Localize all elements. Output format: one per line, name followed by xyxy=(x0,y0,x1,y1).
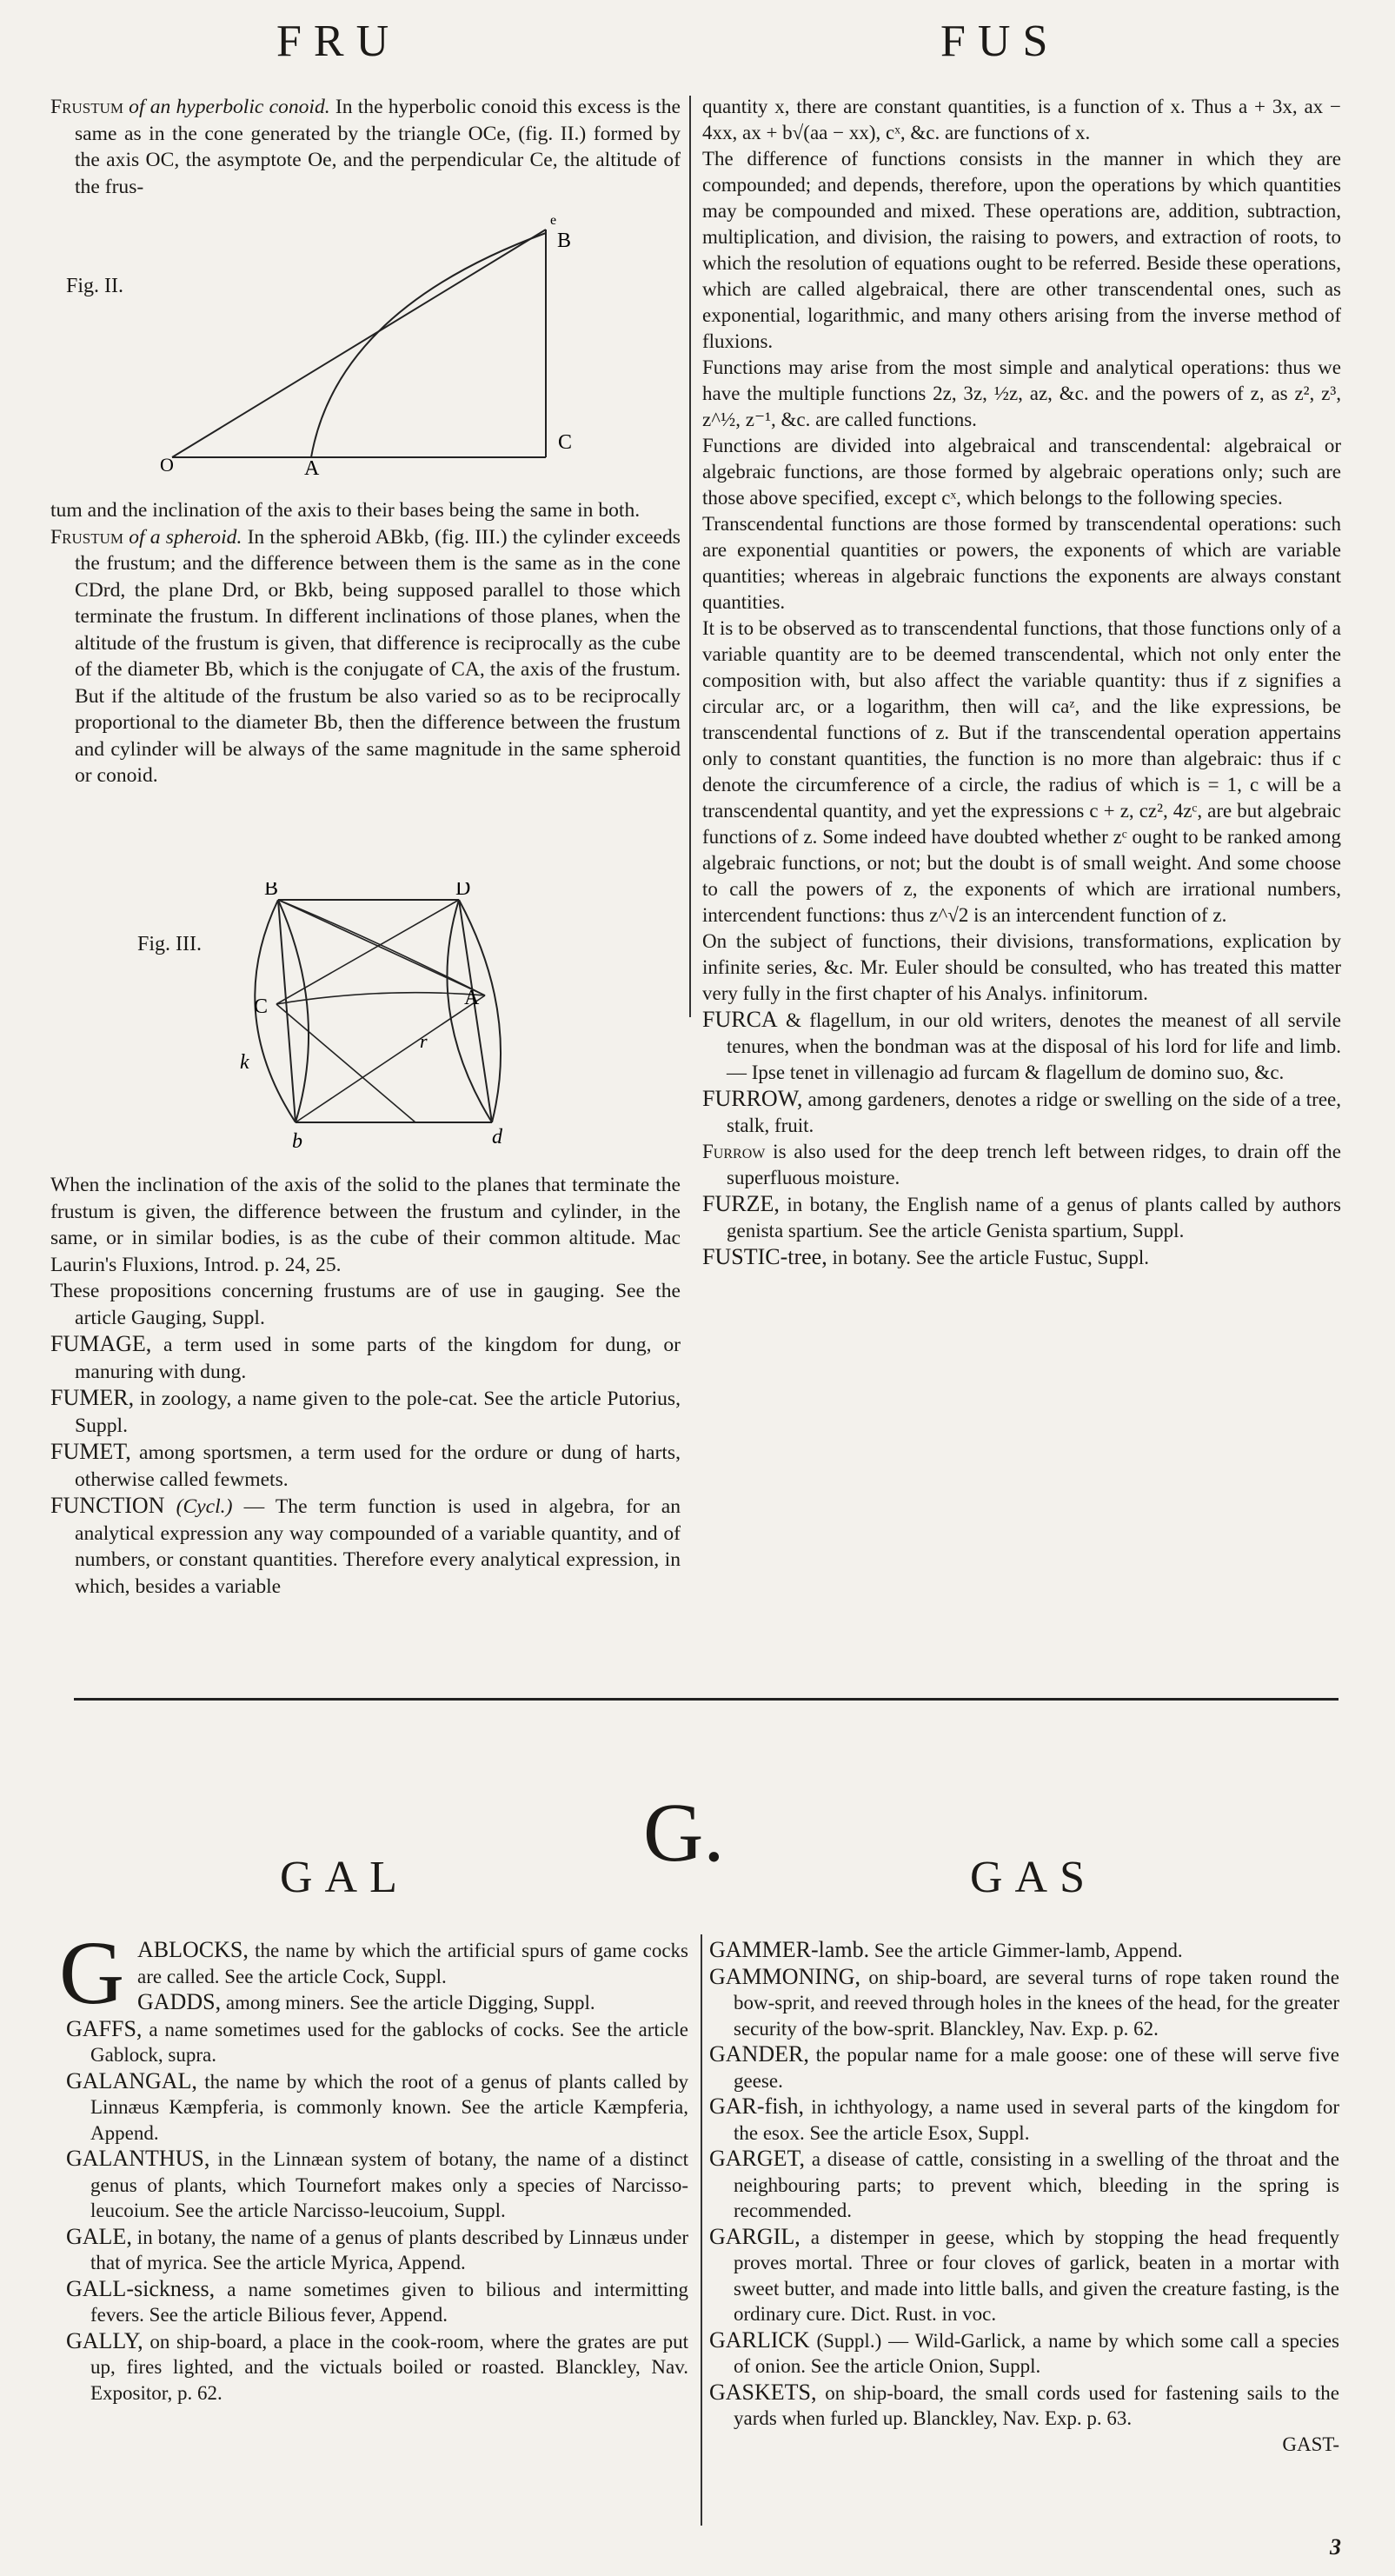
figure-3-caption: Fig. III. xyxy=(137,933,202,955)
entry-frustum-inclination: When the inclination of the axis of the solid to the planes that terminate the frustum is given, the difference between the frustum and cylinder, in the same, or in similar bodies, is as the cube of their common altitude. Mac Laurin's Fluxions, Introd. p. 24, 25. xyxy=(50,1174,681,1276)
entry-gaffs: GAFFS, a name sometimes used for the gablocks of cocks. See the article Gablock, supra. xyxy=(66,2015,688,2066)
entry-gar-fish: GAR-fish, in ichthyology, a name used in several parts of the kingdom for the esox. See the article Esox, Suppl. xyxy=(709,2093,1339,2144)
fig3-label-d: d xyxy=(492,1126,502,1148)
entry-function: FUNCTION (Cycl.) — The term function is used in algebra, for an analytical expression any way compounded of a variable quantity, and of numbers, or constant quantities. Therefore every analytical expression, in which, besides a variable xyxy=(50,1493,681,1598)
fig2-label-o: O xyxy=(160,454,174,475)
entry-gablocks: ABLOCKS, the name by which the artificial spurs of game cocks are called. See the article Cock, Suppl. xyxy=(137,1937,688,1987)
section-divider xyxy=(74,1698,1339,1701)
fig3-label-C: C xyxy=(254,995,269,1018)
page-header-right: FUS xyxy=(940,17,1060,66)
catchword: GAST- xyxy=(1282,2433,1339,2455)
top-right-column xyxy=(702,94,1341,1271)
entry-gally: GALLY, on ship-board, a place in the cook-room, where the grates are put up, fires lighted, and the victuals boiled or roasted. Blanckley, Nav. Expositor, p. 62. xyxy=(66,2327,688,2404)
figure-3 xyxy=(50,882,676,1165)
top-left-column xyxy=(50,94,681,200)
fig3-label-k: k xyxy=(240,1051,249,1074)
page-header-gal: GAL xyxy=(280,1853,409,1902)
column-rule-top xyxy=(689,96,691,1017)
entry-function-divided: Functions are divided into algebraical and transcendental: algebraical or algebraic functions, are those formed by algebraic operations only; such are those above specified, except cˣ, which belongs to the following species. xyxy=(702,435,1341,509)
fig2-label-a: A xyxy=(304,457,320,475)
entry-furze: FURZE, in botany, the English name of a genus of plants called by authors genista spartium. See the article Genista spartium, Suppl. xyxy=(702,1191,1341,1241)
entry-function-transcendental: Transcendental functions are those formed by transcendental operations: such are exponential quantities or powers, the exponents of which are variable quantities; whereas in algebraic functions the exponents are always constant quantities. xyxy=(702,513,1341,613)
column-rule-bottom xyxy=(701,1934,702,2526)
entry-garlick: GARLICK (Suppl.) — Wild-Garlick, a name by which some call a species of onion. See the article Onion, Suppl. xyxy=(709,2326,1339,2377)
drop-cap: G xyxy=(59,1923,125,2023)
entry-function-arise: Functions may arise from the most simple and analytical operations: thus we have the multiple functions 2z, 3z, ½z, az, &c. and the powers of z, as z², z³, z^½, z⁻¹, &c. are called functions. xyxy=(702,356,1341,430)
fig3-label-A: A xyxy=(464,987,480,1009)
page-header-left: FRU xyxy=(276,17,402,66)
entry-gargil: GARGIL, a distemper in geese, which by stopping the head frequently proves mortal. Three or four cloves of garlick, beaten in a mortar with sweet butter, and made into little balls, and given the creature fasting, is the ordinary cure. Dict. Rust. in voc. xyxy=(709,2223,1339,2325)
entry-furrow: FURROW, among gardeners, denotes a ridge or swelling on the side of a tree, stalk, fruit. xyxy=(702,1086,1341,1136)
entry-gadds: GADDS, among miners. See the article Digging, Suppl. xyxy=(137,1989,595,2014)
entry-gaskets: GASKETS, on ship-board, the small cords used for fastening sails to the yards when furled up. Blanckley, Nav. Exp. p. 63. xyxy=(709,2379,1339,2429)
section-letter: G. xyxy=(643,1786,725,1879)
entry-frustum-cont: tum and the inclination of the axis to their bases being the same in both. xyxy=(50,499,641,522)
entry-function-cont: quantity x, there are constant quantities, is a function of x. Thus a + 3x, ax − 4xx, ax + b√(aa − xx), cˣ, &c. are functions of x. xyxy=(702,96,1341,143)
entry-furca: FURCA & flagellum, in our old writers, denotes the meanest of all servile tenures, when the bondman was at the disposal of his lord for life and limb. — Ipse tenet in villenagio ad furcam & flagellum de domino suo, &c. xyxy=(702,1007,1341,1083)
entry-furrow-2: Furrow is also used for the deep trench left between ridges, to drain off the superfluous moisture. xyxy=(702,1141,1341,1188)
figure-2-caption: Fig. II. xyxy=(66,275,123,297)
fig2-label-c: C xyxy=(558,431,573,454)
entry-galangal: GALANGAL, the name by which the root of a genus of plants called by Linnæus Kæmpferia, is commonly known. See the article Kæmpferia, Append. xyxy=(66,2067,688,2144)
entry-gammoning: GAMMONING, on ship-board, are several turns of rope taken round the bow-sprit, and reeved through holes in the knees of the head, for the greater security of the bow-sprit. Blanckley, Nav. Exp. p. 62. xyxy=(709,1963,1339,2040)
figure-2 xyxy=(50,214,676,475)
fig2-label-b: B xyxy=(557,230,572,252)
figure-2-diagram xyxy=(50,214,676,475)
fig3-label-b: b xyxy=(292,1130,302,1153)
entry-fustic: FUSTIC-tree, in botany. See the article Fustuc, Suppl. xyxy=(702,1244,1149,1269)
entry-gammer-lamb: GAMMER-lamb. See the article Gimmer-lamb, Append. xyxy=(709,1937,1183,1962)
entry-frustum-gauging: These propositions concerning frustums are of use in gauging. See the article Gauging, Suppl. xyxy=(50,1280,681,1329)
figure-3-diagram xyxy=(50,882,676,1165)
fig3-label-B: B xyxy=(264,882,279,900)
entry-gall-sickness: GALL-sickness, a name sometimes given to bilious and intermitting fevers. See the article Bilious fever, Append. xyxy=(66,2275,688,2326)
entry-fumer: FUMER, in zoology, a name given to the pole-cat. See the article Putorius, Suppl. xyxy=(50,1385,681,1437)
top-left-column-2 xyxy=(50,497,681,789)
page-header-gas: GAS xyxy=(970,1853,1098,1902)
fig3-label-D: D xyxy=(455,882,471,900)
entry-garget: GARGET, a disease of cattle, consisting in a swelling of the throat and the neighbouring parts; to prevent which, bleeding in the spring is recommended. xyxy=(709,2146,1339,2221)
bottom-left-column xyxy=(66,1937,688,2406)
entry-function-difference: The difference of functions consists in the manner in which they are compounded; and depends, therefore, upon the operations by which quantities may be compounded and mixed. These operations are, addition, subtraction, multiplication, and division, the raising to powers, and extraction of roots, to which the resolution of equations ought to be referred. Beside these operations, which are called algebraical, there are other transcendental ones, such as exponential, logarithmic, and many others arising from the inverse method of fluxions. xyxy=(702,148,1341,352)
fig3-label-r: r xyxy=(420,1030,428,1052)
entry-fumage: FUMAGE, a term used in some parts of the kingdom for dung, or manuring with dung. xyxy=(50,1331,681,1383)
entry-function-euler: On the subject of functions, their divisions, transformations, explication by infinite series, &c. Mr. Euler should be consulted, who has treated this matter very fully in the first chapter of his Analys. infinitorum. xyxy=(702,930,1341,1004)
entry-gale: GALE, in botany, the name of a genus of plants described by Linnæus under that of myrica. See the article Myrica, Append. xyxy=(66,2223,688,2273)
entry-frustum-spheroid: Frustum of a spheroid. In the spheroid ABkb, (fig. III.) the cylinder exceeds the frustum; and the difference between them is the same as in the cone CDrd, the plane Drd, or Bkb, being supposed parallel to those which terminate the frustum. In different inclinations of those planes, when the altitude of the frustum is given, that difference is reciprocally as the cube of the diameter Bb, which is the conjugate of CA, the axis of the frustum. But if the altitude of the frustum be also varied so as to be reciprocally proportional to the diameter Bb, then the difference between the frustum and cylinder will be always of the same magnitude in the same spheroid or conoid. xyxy=(50,525,681,787)
top-left-column-3 xyxy=(50,1172,681,1600)
fig2-label-e: e xyxy=(550,214,557,228)
entry-gander: GANDER, the popular name for a male goose: one of these will serve five geese. xyxy=(709,2041,1339,2092)
bottom-right-column xyxy=(709,1937,1339,2457)
entry-fumet: FUMET, among sportsmen, a term used for the ordure or dung of harts, otherwise called fewmets. xyxy=(50,1439,681,1491)
entry-galanthus: GALANTHUS, in the Linnæan system of botany, the name of a distinct genus of plants, which Tournefort makes only a species of Narcisso-leucoium. See the article Narcisso-leucoium, Suppl. xyxy=(66,2146,688,2221)
page-number: 3 xyxy=(1330,2534,1341,2559)
entry-frustum-hyperbolic: Frustum of an hyperbolic conoid. In the hyperbolic conoid this excess is the same as in the cone generated by the triangle OCe, (fig. II.) formed by the axis OC, the asymptote Oe, and the perpendicular Ce, the altitude of the frus- xyxy=(50,96,681,198)
entry-function-observed: It is to be observed as to transcendental functions, that those functions only of a variable quantity are to be deemed transcendental, which not only enter the composition with, but also affect the variable quantity: thus if z signifies a circular arc, or a logarithm, then will caᶻ, and the like expressions, be transcendental functions of z. But if the transcendental operation appertains only to constant quantities, the function is no more than algebraic: thus if c denote the circumference of a circle, the radius of which is = 1, c will be a transcendental quantity, and yet the expressions c + z, cz², 4zᶜ, are but algebraic functions of z. Some indeed have doubted whether zᶜ ought to be ranked among algebraic functions, or not; but the doubt is of small weight. And some choose to call the powers of z, the exponents of which are irrational numbers, intercendent functions: thus z^√2 is an intercendent function of z. xyxy=(702,617,1341,926)
